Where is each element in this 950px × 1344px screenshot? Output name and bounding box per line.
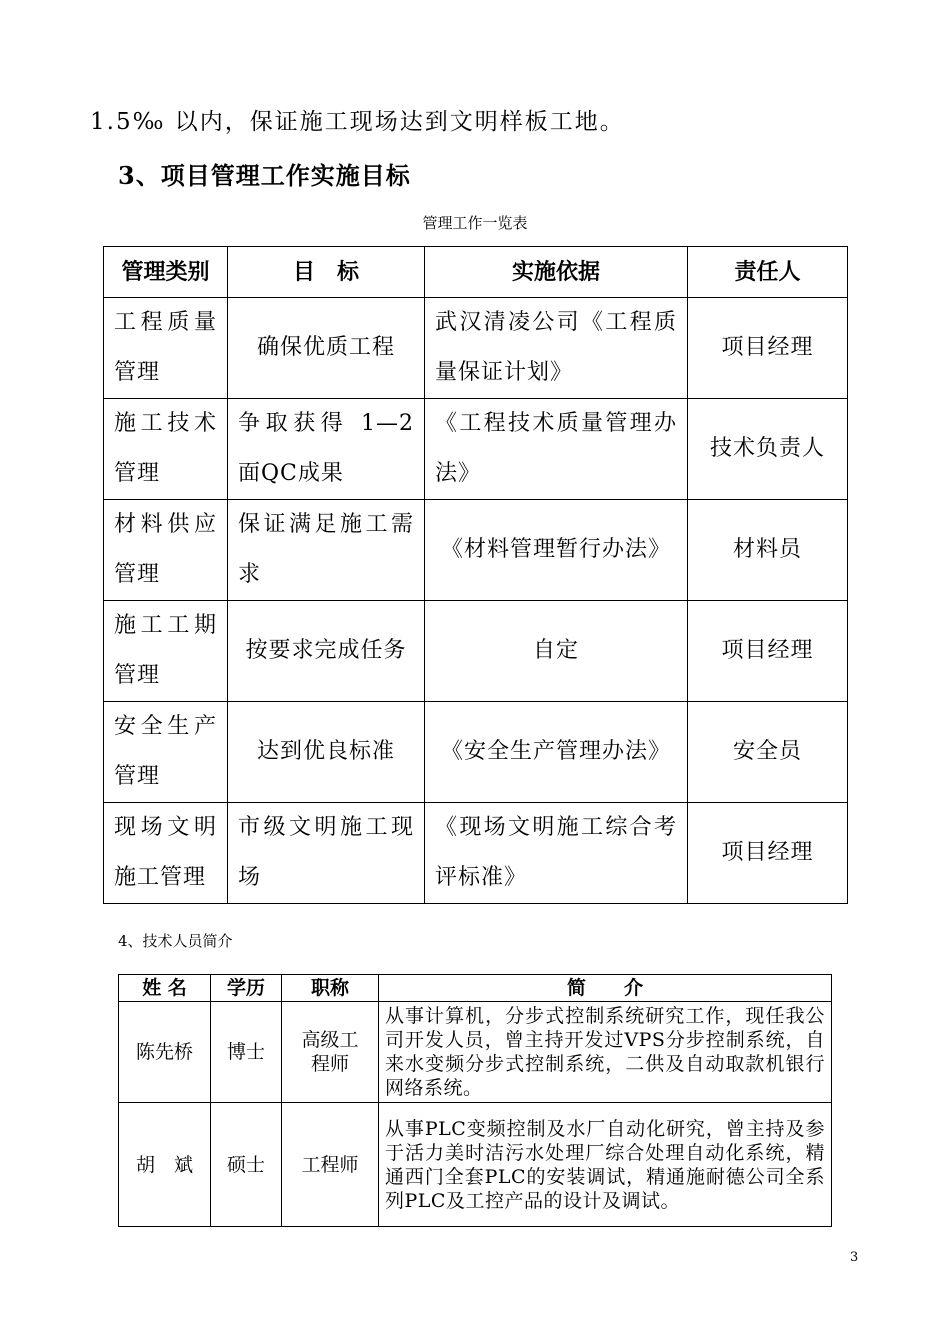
cell-owner: 安全员 xyxy=(688,702,848,803)
header-bio: 简 介 xyxy=(379,975,832,1002)
intro-line: 1.5‰ 以内，保证施工现场达到文明样板工地。 xyxy=(90,109,625,135)
cell-goal: 达到优良标准 xyxy=(228,702,425,803)
header-basis: 实施依据 xyxy=(425,247,688,298)
table-row xyxy=(104,601,848,702)
section-heading: 3、项目管理工作实施目标 xyxy=(118,161,411,190)
table-row xyxy=(104,803,848,904)
header-goal: 目 标 xyxy=(228,247,425,298)
cell-owner: 材料员 xyxy=(688,500,848,601)
header-name: 姓 名 xyxy=(119,975,211,1002)
cell-name: 陈先桥 xyxy=(119,1002,211,1103)
header-category: 管理类别 xyxy=(104,247,228,298)
table-row xyxy=(119,1103,832,1227)
table1-caption: 管理工作一览表 xyxy=(422,214,528,232)
cell-basis: 《工程技术质量管理办法》 xyxy=(425,399,688,500)
header-degree: 学历 xyxy=(211,975,282,1002)
table-row xyxy=(119,1002,832,1103)
table-header-row xyxy=(119,975,832,1002)
cell-basis: 武汉清凌公司《工程质量保证计划》 xyxy=(425,298,688,399)
cell-name: 胡 斌 xyxy=(119,1103,211,1227)
cell-category: 施工工期管理 xyxy=(104,601,228,702)
table2-caption: 4、技术人员简介 xyxy=(118,932,233,950)
cell-bio: 从事PLC变频控制及水厂自动化研究，曾主持及参于活力美时洁污水处理厂综合处理自动化系统，精通西门全套PLC的安装调试，精通施耐德公司全系列PLC及工控产品的设计及调试。 xyxy=(379,1103,832,1227)
cell-category: 安全生产管理 xyxy=(104,702,228,803)
staff-table xyxy=(118,974,832,1227)
header-owner: 责任人 xyxy=(688,247,848,298)
table-header-row xyxy=(104,247,848,298)
cell-goal: 按要求完成任务 xyxy=(228,601,425,702)
table-row xyxy=(104,298,848,399)
cell-bio: 从事计算机，分步式控制系统研究工作，现任我公司开发人员，曾主持开发过VPS分步控制系统，自来水变频分步式控制系统，二供及自动取款机银行网络系统。 xyxy=(379,1002,832,1103)
cell-category: 工程质量管理 xyxy=(104,298,228,399)
cell-title: 工程师 xyxy=(282,1103,379,1227)
cell-title: 高级工程师 xyxy=(282,1002,379,1103)
table-row xyxy=(104,500,848,601)
table-row xyxy=(104,702,848,803)
cell-goal: 市级文明施工现场 xyxy=(228,803,425,904)
cell-owner: 项目经理 xyxy=(688,803,848,904)
cell-degree: 博士 xyxy=(211,1002,282,1103)
cell-degree: 硕士 xyxy=(211,1103,282,1227)
table-row xyxy=(104,399,848,500)
cell-goal: 争取获得 1—2 面QC成果 xyxy=(228,399,425,500)
cell-basis: 《安全生产管理办法》 xyxy=(425,702,688,803)
header-title: 职称 xyxy=(282,975,379,1002)
cell-owner: 项目经理 xyxy=(688,298,848,399)
cell-category: 现场文明施工管理 xyxy=(104,803,228,904)
cell-category: 材料供应管理 xyxy=(104,500,228,601)
cell-basis: 《现场文明施工综合考评标准》 xyxy=(425,803,688,904)
cell-owner: 项目经理 xyxy=(688,601,848,702)
cell-goal: 保证满足施工需求 xyxy=(228,500,425,601)
cell-category: 施工技术管理 xyxy=(104,399,228,500)
cell-goal: 确保优质工程 xyxy=(228,298,425,399)
cell-basis: 自定 xyxy=(425,601,688,702)
cell-basis: 《材料管理暂行办法》 xyxy=(425,500,688,601)
cell-owner: 技术负责人 xyxy=(688,399,848,500)
page-number: 3 xyxy=(850,1250,859,1265)
management-table xyxy=(103,246,848,904)
